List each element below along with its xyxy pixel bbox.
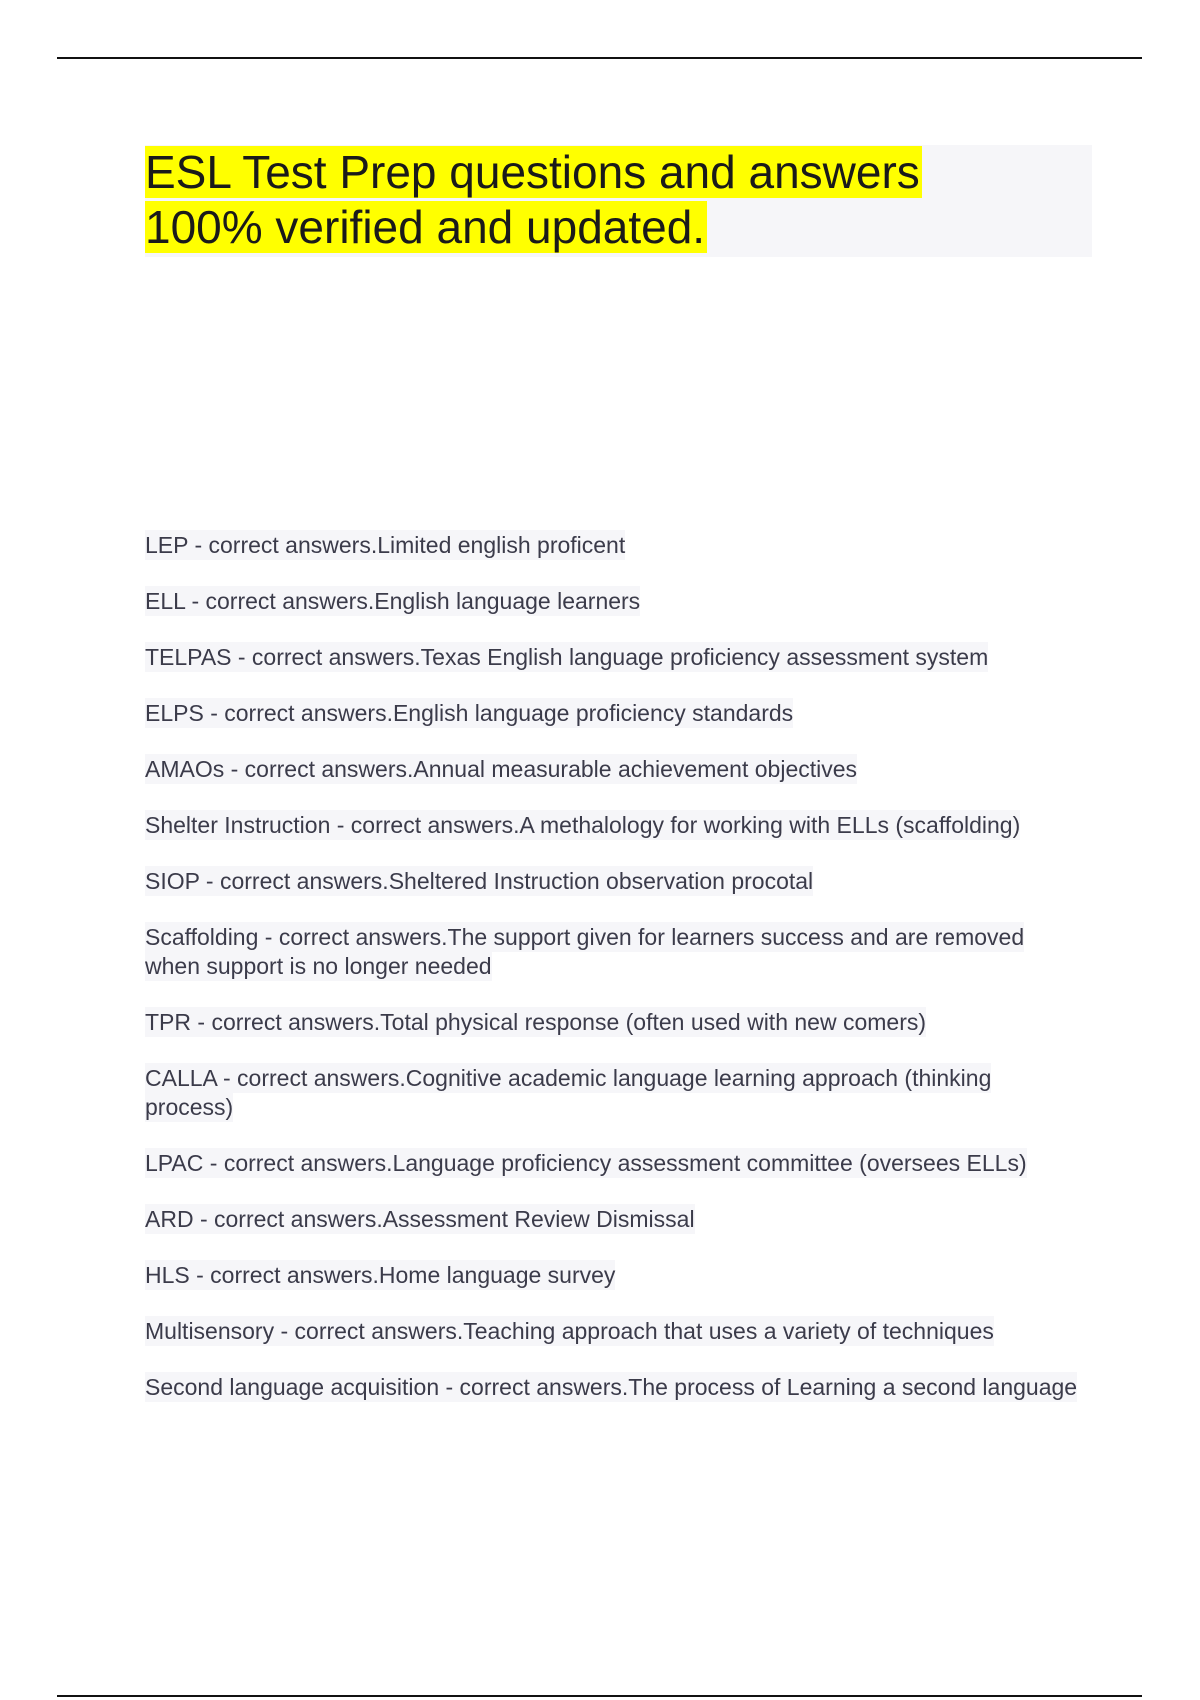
qa-text: TELPAS - correct answers.Texas English language proficiency assessment system [145, 644, 989, 670]
qa-text: LEP - correct answers.Limited english proficent [145, 532, 626, 558]
qa-item [145, 1205, 1085, 1234]
qa-item [145, 1008, 1085, 1037]
qa-item [145, 755, 1085, 784]
qa-item [145, 1261, 1085, 1290]
qa-text: Shelter Instruction - correct answers.A methalology for working with ELLs (scaffolding) [145, 812, 1021, 838]
qa-item [145, 643, 1085, 672]
qa-text: Second language acquisition - correct answers.The process of Learning a second language [145, 1374, 1078, 1400]
title-line-2: 100% verified and updated. [145, 201, 706, 253]
qa-item [145, 1064, 1085, 1122]
qa-item [145, 1373, 1085, 1402]
qa-text: ARD - correct answers.Assessment Review Dismissal [145, 1206, 695, 1232]
qa-text: ELL - correct answers.English language learners [145, 588, 641, 614]
qa-item [145, 923, 1085, 981]
title-block [145, 145, 1092, 257]
qa-text: Multisensory - correct answers.Teaching approach that uses a variety of techniques [145, 1318, 994, 1344]
document-title [145, 145, 1092, 255]
qa-item [145, 587, 1085, 616]
qa-text: Scaffolding - correct answers.The support given for learners success and are removed when support is no longer needed [145, 924, 1025, 979]
qa-item [145, 1317, 1085, 1346]
qa-text: LPAC - correct answers.Language proficiency assessment committee (oversees ELLs) [145, 1150, 1027, 1176]
qa-item [145, 699, 1085, 728]
bottom-rule [57, 1695, 1142, 1697]
qa-text: HLS - correct answers.Home language survey [145, 1262, 616, 1288]
qa-item [145, 867, 1085, 896]
top-rule [57, 57, 1142, 59]
qa-item [145, 811, 1085, 840]
qa-text: SIOP - correct answers.Sheltered Instruction observation procotal [145, 868, 814, 894]
qa-text: AMAOs - correct answers.Annual measurable achievement objectives [145, 756, 858, 782]
qa-text: TPR - correct answers.Total physical response (often used with new comers) [145, 1009, 927, 1035]
qa-text: ELPS - correct answers.English language proficiency standards [145, 700, 794, 726]
qa-item [145, 1149, 1085, 1178]
title-line-1: ESL Test Prep questions and answers [145, 146, 920, 198]
qa-list [145, 531, 1085, 1429]
qa-text: CALLA - correct answers.Cognitive academic language learning approach (thinking process) [145, 1065, 992, 1120]
qa-item [145, 531, 1085, 560]
